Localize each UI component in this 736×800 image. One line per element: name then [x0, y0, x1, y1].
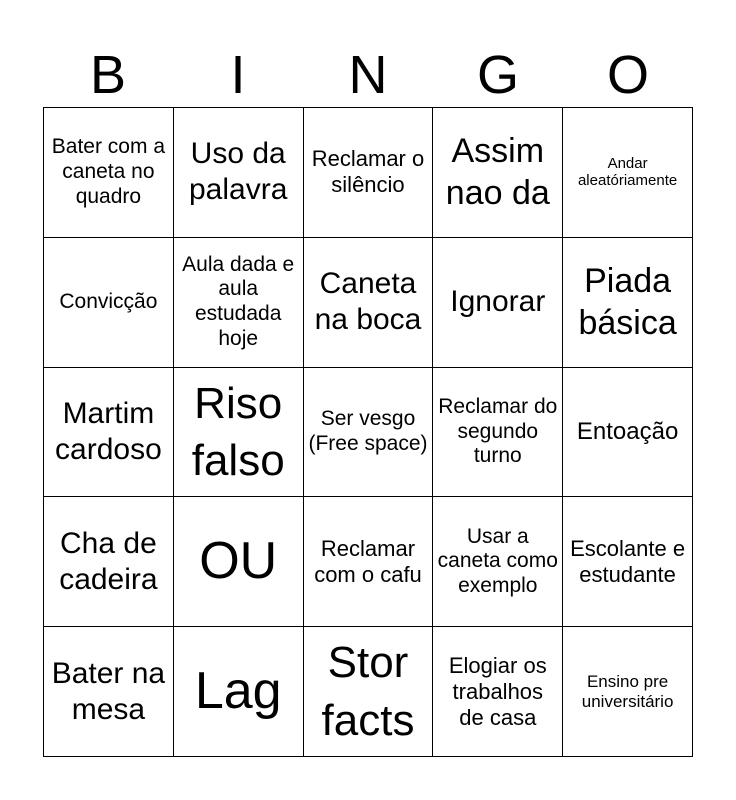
header-letter-i: I: [230, 45, 246, 105]
bingo-cell-r4c5[interactable]: Escolante e estudante: [563, 497, 693, 627]
bingo-cell-r2c4[interactable]: Ignorar: [433, 238, 563, 368]
bingo-cell-r5c1[interactable]: Bater na mesa: [44, 627, 174, 757]
bingo-cell-r1c5[interactable]: Andar aleatóriamente: [563, 108, 693, 238]
bingo-cell-r3c4[interactable]: Reclamar do segundo turno: [433, 368, 563, 498]
bingo-cell-r2c5[interactable]: Piada básica: [563, 238, 693, 368]
bingo-cell-r5c3[interactable]: Stor facts: [304, 627, 434, 757]
header-letter-b: B: [89, 45, 127, 105]
bingo-cell-r3c3[interactable]: Ser vesgo (Free space): [304, 368, 434, 498]
bingo-cell-r4c2[interactable]: OU: [174, 497, 304, 627]
bingo-cell-r5c4[interactable]: Elogiar os trabalhos de casa: [433, 627, 563, 757]
header-letter-n: N: [348, 45, 388, 105]
bingo-cell-r2c2[interactable]: Aula dada e aula estudada hoje: [174, 238, 304, 368]
header-letter-g: G: [476, 45, 519, 105]
bingo-cell-r4c4[interactable]: Usar a caneta como exemplo: [433, 497, 563, 627]
bingo-cell-r1c4[interactable]: Assim nao da: [433, 108, 563, 238]
bingo-cell-r5c2[interactable]: Lag: [174, 627, 304, 757]
bingo-cell-r3c1[interactable]: Martim cardoso: [44, 368, 174, 498]
bingo-cell-r4c3[interactable]: Reclamar com o cafu: [304, 497, 434, 627]
bingo-cell-r2c1[interactable]: Convicção: [44, 238, 174, 368]
bingo-cell-r3c2[interactable]: Riso falso: [174, 368, 304, 498]
bingo-cell-r1c3[interactable]: Reclamar o silêncio: [304, 108, 434, 238]
bingo-header: [43, 44, 693, 106]
bingo-cell-r4c1[interactable]: Cha de cadeira: [44, 497, 174, 627]
bingo-cell-r1c1[interactable]: Bater com a caneta no quadro: [44, 108, 174, 238]
bingo-board: [43, 107, 693, 757]
bingo-cell-r3c5[interactable]: Entoação: [563, 368, 693, 498]
bingo-cell-r2c3[interactable]: Caneta na boca: [304, 238, 434, 368]
bingo-cell-r5c5[interactable]: Ensino pre universitário: [563, 627, 693, 757]
header-letter-o: O: [606, 45, 649, 105]
bingo-cell-r1c2[interactable]: Uso da palavra: [174, 108, 304, 238]
